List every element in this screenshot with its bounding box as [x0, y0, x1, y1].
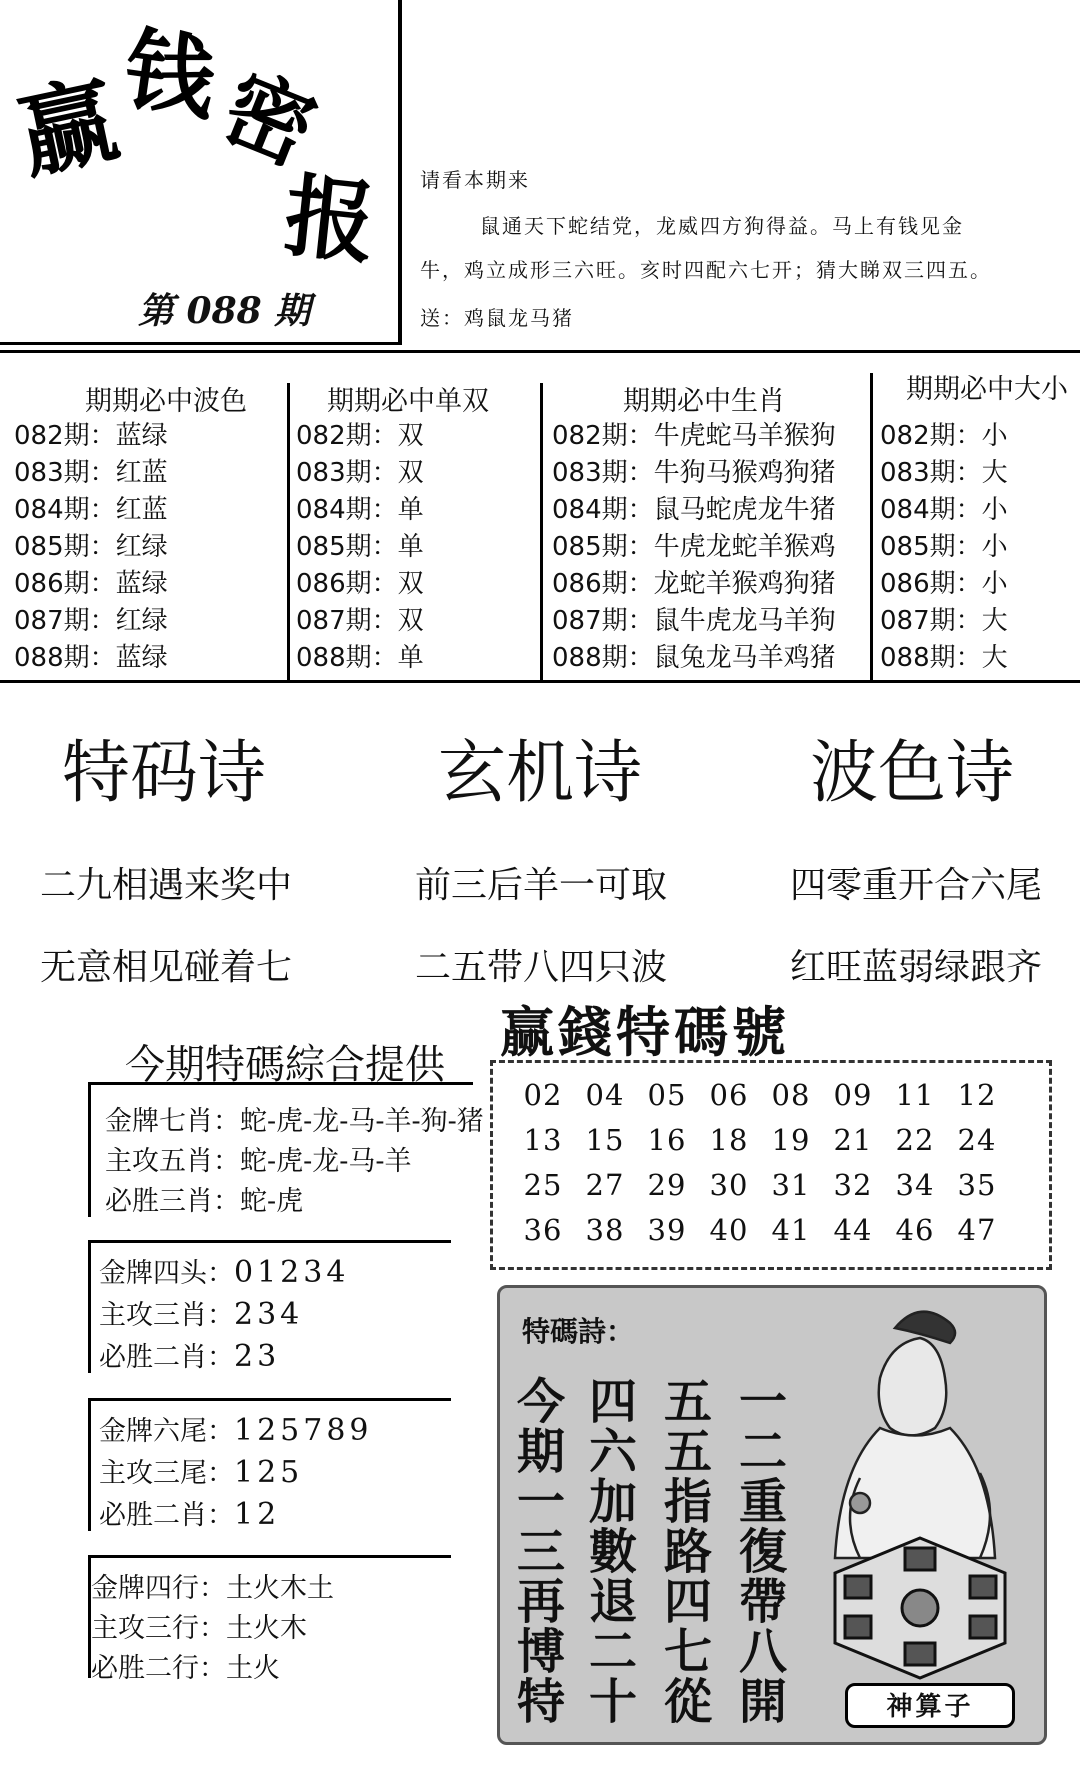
- special-number: 29: [647, 1168, 687, 1202]
- special-number: 12: [957, 1078, 997, 1112]
- summary-value: 土火木土: [226, 1573, 334, 1604]
- poem-char: 七: [663, 1624, 712, 1680]
- poem-card: [497, 1285, 1047, 1745]
- poem-title: 玄机诗: [438, 734, 643, 813]
- column-title: 期期必中单双: [327, 386, 489, 417]
- column-title: 期期必中生肖: [623, 386, 785, 417]
- special-number: 11: [895, 1078, 935, 1112]
- prediction-row: 088期：大: [880, 643, 1008, 673]
- special-number: 24: [957, 1123, 997, 1157]
- prediction-row: 083期：牛狗马猴鸡狗猪: [552, 458, 836, 488]
- column-title: 期期必中大小: [906, 374, 1068, 405]
- poem-char: 十: [588, 1674, 637, 1730]
- special-number: 05: [647, 1078, 687, 1112]
- masthead-char: 密: [208, 54, 330, 184]
- predictions-table: [0, 350, 1080, 683]
- special-number: 09: [833, 1078, 873, 1112]
- prediction-row: 085期：单: [296, 532, 424, 562]
- prediction-row: 083期：大: [880, 458, 1008, 488]
- special-number: 36: [523, 1213, 563, 1247]
- masthead-char: 报: [279, 162, 381, 278]
- column-title: 期期必中波色: [85, 386, 247, 417]
- poem-char: 特: [516, 1674, 565, 1730]
- special-number: 38: [585, 1213, 625, 1247]
- special-number: 34: [895, 1168, 935, 1202]
- prediction-row: 084期：鼠马蛇虎龙牛猪: [552, 495, 836, 525]
- summary-line: [91, 1606, 307, 1645]
- prediction-row: 082期：双: [296, 421, 424, 451]
- notice-text: [410, 160, 1070, 340]
- poem-char: 一: [516, 1474, 565, 1530]
- seal-label: 神算子: [845, 1683, 1015, 1728]
- summary-label: 主攻三行：: [91, 1613, 226, 1644]
- summary-group-tails: [88, 1398, 451, 1531]
- prediction-row: 086期：双: [296, 569, 424, 599]
- summary-label: 主攻三尾：: [99, 1458, 234, 1489]
- summary-label: 必胜二肖：: [99, 1500, 234, 1531]
- prediction-row: 083期：双: [296, 458, 424, 488]
- poem-char: 五: [663, 1424, 712, 1480]
- poem-char: 數: [588, 1524, 637, 1580]
- prediction-row: 085期：红绿: [14, 532, 168, 562]
- prediction-row: 082期：小: [880, 421, 1008, 451]
- prediction-row: 088期：鼠兔龙马羊鸡猪: [552, 643, 836, 673]
- masthead: [0, 0, 402, 345]
- prediction-row: 082期：蓝绿: [14, 421, 168, 451]
- poem-char: 五: [663, 1374, 712, 1430]
- notice-line: 送：鸡鼠龙马猪: [420, 306, 574, 330]
- prediction-row: 088期：蓝绿: [14, 643, 168, 673]
- prediction-row: 083期：红蓝: [14, 458, 168, 488]
- summary-line: [105, 1179, 303, 1218]
- summary-line: [99, 1409, 373, 1448]
- poem-char: 一: [738, 1374, 787, 1430]
- poem-line: 二九相遇来奖中: [40, 865, 293, 906]
- notice-line: 鼠通天下蛇结党，龙威四方狗得益。马上有钱见金: [480, 214, 964, 238]
- summary-label: 金牌六尾：: [99, 1416, 234, 1447]
- poem-line: 二五带八四只波: [415, 947, 668, 988]
- summary-line: [99, 1493, 280, 1532]
- masthead-char: 赢: [9, 62, 127, 193]
- special-number: 32: [833, 1168, 873, 1202]
- special-number: 16: [647, 1123, 687, 1157]
- poem-char: 博: [516, 1624, 565, 1680]
- summary-label: 必胜三肖：: [105, 1186, 240, 1217]
- summary-value: 土火木: [226, 1613, 307, 1644]
- fortune-teller-illustration: [800, 1298, 1045, 1683]
- summary-value: 125789: [234, 1413, 373, 1448]
- poem-line: 前三后羊一可取: [415, 865, 668, 906]
- prediction-row: 084期：小: [880, 495, 1008, 525]
- special-number: 13: [523, 1123, 563, 1157]
- special-number: 25: [523, 1168, 563, 1202]
- special-number: 19: [771, 1123, 811, 1157]
- special-number: 30: [709, 1168, 749, 1202]
- summary-label: 金牌七肖：: [105, 1106, 240, 1137]
- special-number: 06: [709, 1078, 749, 1112]
- summary-label: 金牌四行：: [91, 1573, 226, 1604]
- summary-value: 23: [234, 1339, 281, 1374]
- prediction-row: 087期：双: [296, 606, 424, 636]
- prediction-row: 086期：小: [880, 569, 1008, 599]
- special-number: 02: [523, 1078, 563, 1112]
- summary-line: [105, 1099, 484, 1138]
- poem-line: 红旺蓝弱绿跟齐: [790, 947, 1043, 988]
- poem-char: 期: [516, 1424, 565, 1480]
- summary-group-heads: [88, 1240, 451, 1373]
- summary-label: 必胜二肖：: [99, 1342, 234, 1373]
- poem-title: 波色诗: [810, 734, 1015, 813]
- summary-label: 主攻三肖：: [99, 1300, 234, 1331]
- poem-char: 復: [738, 1524, 787, 1580]
- special-number: 31: [771, 1168, 811, 1202]
- poem-char: 指: [663, 1474, 712, 1530]
- poem-char: 重: [738, 1474, 787, 1530]
- prediction-column-wave-color: [0, 353, 285, 686]
- summary-value: 蛇-虎-龙-马-羊: [240, 1146, 412, 1177]
- summary-value: 01234: [234, 1255, 350, 1290]
- poem-char: 今: [516, 1374, 565, 1430]
- special-number: 35: [957, 1168, 997, 1202]
- summary-value: 125: [234, 1455, 304, 1490]
- summary-line: [105, 1139, 412, 1178]
- poem-char: 八: [738, 1624, 787, 1680]
- prediction-row: 084期：单: [296, 495, 424, 525]
- poem-line: 无意相见碰着七: [40, 947, 293, 988]
- summary-line: [99, 1451, 303, 1490]
- summary-label: 金牌四头：: [99, 1258, 234, 1289]
- poem-char: 加: [588, 1474, 637, 1530]
- summary-line: [91, 1646, 280, 1685]
- special-number: 08: [771, 1078, 811, 1112]
- prediction-column-zodiac: [538, 353, 868, 686]
- summary-value: 蛇-虎: [240, 1186, 304, 1217]
- prediction-row: 087期：鼠牛虎龙马羊狗: [552, 606, 836, 636]
- summary-label: 必胜二行：: [91, 1653, 226, 1684]
- prediction-column-odd-even: [282, 353, 537, 686]
- summary-group-zodiac: [88, 1082, 484, 1217]
- poem-char: 四: [663, 1574, 712, 1630]
- special-number: 18: [709, 1123, 749, 1157]
- poem-char: 路: [663, 1524, 712, 1580]
- summary-title: 今期特碼綜合提供: [125, 1042, 445, 1088]
- masthead-char: 钱: [118, 16, 222, 134]
- card-title: 特碼詩：: [522, 1315, 635, 1348]
- special-number: 47: [957, 1213, 997, 1247]
- special-number: 39: [647, 1213, 687, 1247]
- poem-title: 特码诗: [62, 734, 267, 813]
- special-number: 21: [833, 1123, 873, 1157]
- prediction-row: 086期：龙蛇羊猴鸡狗猪: [552, 569, 836, 599]
- prediction-column-big-small: [866, 353, 1080, 686]
- summary-label: 主攻五肖：: [105, 1146, 240, 1177]
- poem-char: 從: [663, 1674, 712, 1730]
- special-number: 04: [585, 1078, 625, 1112]
- notice-line: 牛，鸡立成形三六旺。亥时四配六七开；猜大睇双三四五。: [420, 258, 992, 282]
- prediction-row: 087期：大: [880, 606, 1008, 636]
- summary-value: 234: [234, 1297, 304, 1332]
- special-number: 27: [585, 1168, 625, 1202]
- special-number: 15: [585, 1123, 625, 1157]
- poem-char: 六: [588, 1424, 637, 1480]
- prediction-row: 087期：红绿: [14, 606, 168, 636]
- poem-char: 三: [516, 1524, 565, 1580]
- summary-line: [99, 1293, 303, 1332]
- prediction-row: 088期：单: [296, 643, 424, 673]
- poem-char: 四: [588, 1374, 637, 1430]
- summary-group-elements: [88, 1555, 451, 1684]
- poem-char: 二: [588, 1624, 637, 1680]
- poem-char: 二: [738, 1424, 787, 1480]
- poem-line: 四零重开合六尾: [790, 865, 1043, 906]
- summary-value: 12: [234, 1497, 281, 1532]
- poem-char: 退: [588, 1574, 637, 1630]
- summary-value: 土火: [226, 1653, 280, 1684]
- summary-line: [99, 1335, 280, 1374]
- notice-line: 请看本期来: [420, 168, 530, 192]
- special-numbers-title: 赢錢特碼號: [500, 1000, 790, 1064]
- poem-char: 帶: [738, 1574, 787, 1630]
- special-numbers-grid: [490, 1060, 1052, 1270]
- special-number: 46: [895, 1213, 935, 1247]
- poem-char: 再: [516, 1574, 565, 1630]
- summary-line: [91, 1566, 334, 1605]
- prediction-row: 086期：蓝绿: [14, 569, 168, 599]
- special-number: 40: [709, 1213, 749, 1247]
- special-number: 22: [895, 1123, 935, 1157]
- prediction-row: 084期：红蓝: [14, 495, 168, 525]
- prediction-row: 085期：小: [880, 532, 1008, 562]
- prediction-row: 082期：牛虎蛇马羊猴狗: [552, 421, 836, 451]
- poem-char: 開: [738, 1674, 787, 1730]
- issue-number: 第 088 期: [138, 290, 311, 332]
- prediction-row: 085期：牛虎龙蛇羊猴鸡: [552, 532, 836, 562]
- summary-line: [99, 1251, 349, 1290]
- summary-value: 蛇-虎-龙-马-羊-狗-猪: [240, 1106, 484, 1137]
- special-number: 41: [771, 1213, 811, 1247]
- special-number: 44: [833, 1213, 873, 1247]
